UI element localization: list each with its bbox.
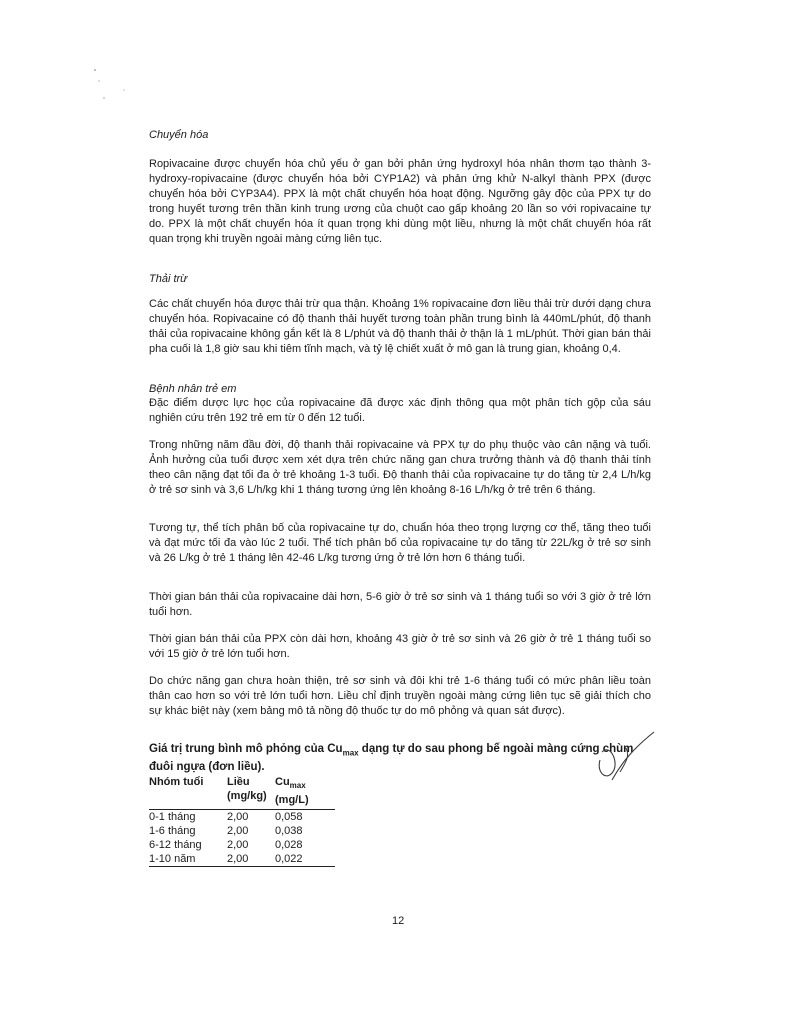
cell-dose: 2,00: [227, 852, 275, 867]
header-dose-unit: (mg/kg): [227, 790, 267, 802]
section-heading-elimination: Thải trừ: [149, 273, 188, 285]
header-cumax: [275, 775, 335, 810]
cell-age: 1-10 năm: [149, 852, 227, 867]
header-cumax-subscript: max: [289, 781, 306, 791]
cell-cumax: 0,058: [275, 811, 303, 824]
table-caption-text-end: dạng tự do sau phong bế ngoài màng cứng chùm đuôi ngựa (đơn liều).: [149, 743, 634, 774]
header-age-group: Nhóm tuổi: [149, 775, 227, 810]
pediatric-paragraph-2: Trong những năm đầu đời, độ thanh thải ropivacaine và PPX tự do phụ thuộc vào cân nặng và tuổi. Ảnh hưởng của tuổi được xem xét dựa trên chức năng gan chưa trưởng thành và độ thanh thải tính theo cân nặng đạt tối đa ở trẻ khoảng 1-3 tuổi. Độ thanh thải của ropivacaine tự do tăng từ 2,4 L/h/kg ở trẻ sơ sinh và 3,6 L/h/kg khi 1 tháng tương ứng lên khoảng 8-16 L/h/kg ở trẻ trên 6 tháng.: [149, 439, 651, 496]
cell-dose: 2,00: [227, 839, 249, 852]
cumax-table: [149, 775, 335, 867]
section-heading-pediatric: Bệnh nhân trẻ em: [149, 383, 237, 395]
section-heading-metabolism: Chuyển hóa: [149, 129, 209, 141]
cell-cumax: 0,038: [275, 825, 303, 838]
cell-dose: 2,00: [227, 825, 249, 838]
pediatric-paragraph-4: Thời gian bán thải của ropivacaine dài hơn, 5-6 giờ ở trẻ sơ sinh và 1 tháng tuổi so với 3 giờ ở trẻ lớn tuổi hơn.: [149, 591, 651, 618]
cell-cumax: 0,028: [275, 839, 303, 852]
table-row: [149, 852, 335, 867]
table-caption: [149, 742, 649, 775]
metabolism-paragraph: Ropivacaine được chuyển hóa chủ yếu ở gan bởi phản ứng hydroxyl hóa nhân thơm tạo thành 3-hydroxy-ropivacaine (được chuyển hóa bởi CYP1A2) và phản ứng khử N-alkyl thành PPX (được chuyển hóa bởi CYP3A4). PPX là một chất chuyển hóa hoạt động. Ngưỡng gây độc của PPX tự do trong huyết tương trên thần kinh trung ương của chuột cao gấp khoảng 20 lần so với ropivacaine tự do. PPX là một chất chuyển hóa ít quan trọng khi dùng một liều, nhưng là một chất chuyển hóa rất quan trọng khi truyền ngoài màng cứng liên tục.: [149, 158, 651, 245]
pediatric-paragraph-6: Do chức năng gan chưa hoàn thiện, trẻ sơ sinh và đôi khi trẻ 1-6 tháng tuổi có mức phân liều toàn thân cao hơn so với trẻ lớn tuổi hơn. Liều chỉ định truyền ngoài màng cứng liên tục sẽ giải thích cho sự khác biệt này (xem bảng mô tả nồng độ thuốc tự do mô phỏng và quan sát được).: [149, 675, 651, 717]
table-row: [149, 838, 335, 852]
table-caption-text: Giá trị trung bình mô phỏng của Cu: [149, 743, 343, 755]
cell-age: 1-6 tháng: [149, 825, 196, 838]
table-caption-subscript: max: [342, 748, 359, 758]
pediatric-paragraph-1: Đặc điểm dược lực học của ropivacaine đã được xác định thông qua một phân tích gộp của sáu nghiên cứu trên 192 trẻ em từ 0 đến 12 tuổi.: [149, 397, 651, 424]
scan-specks: [90, 60, 130, 110]
table-header-row: [149, 775, 335, 810]
header-cumax-label: Cu: [275, 776, 290, 788]
table-row: [149, 810, 335, 825]
cell-cumax: 0,022: [275, 852, 335, 867]
header-dose: [227, 775, 275, 810]
pediatric-paragraph-3: Tương tự, thể tích phân bố của ropivacaine tự do, chuẩn hóa theo trọng lượng cơ thể, tăng theo tuổi và đạt mức tối đa vào lúc 2 tuổi. Thể tích phân bố của ropivacaine tự do tăng từ 22L/kg ở trẻ sơ sinh và 26 L/kg ở trẻ 1 tháng lên 42-46 L/kg tương ứng ở trẻ lớn hơn 6 tháng tuổi.: [149, 522, 651, 564]
page-number: 12: [392, 915, 405, 927]
header-dose-label: Liều: [227, 776, 250, 788]
elimination-paragraph: Các chất chuyển hóa được thải trừ qua thận. Khoảng 1% ropivacaine đơn liều thải trừ dưới dạng chưa chuyển hóa. Ropivacaine có độ thanh thải huyết tương toàn phần trung bình là 440mL/phút, độ thanh thải của ropivacaine không gắn kết là 8 L/phút và độ thanh thải ở thận là 1 mL/phút. Thời gian bán thải pha cuối là 1,8 giờ sau khi tiêm tĩnh mạch, và tỷ lệ chiết xuất ở mô gan là trung gian, khoảng 0,4.: [149, 298, 651, 355]
cell-age: 6-12 tháng: [149, 839, 202, 852]
handwritten-signature: [592, 722, 662, 792]
table-row: [149, 824, 335, 838]
cell-dose: 2,00: [227, 811, 249, 824]
pediatric-paragraph-5: Thời gian bán thải của PPX còn dài hơn, khoảng 43 giờ ở trẻ sơ sinh và 26 giờ ở trẻ 1 tháng tuổi so với 15 giờ ở trẻ lớn tuổi hơn.: [149, 633, 651, 660]
cell-age: 0-1 tháng: [149, 811, 196, 824]
header-cumax-unit: (mg/L): [275, 794, 309, 807]
